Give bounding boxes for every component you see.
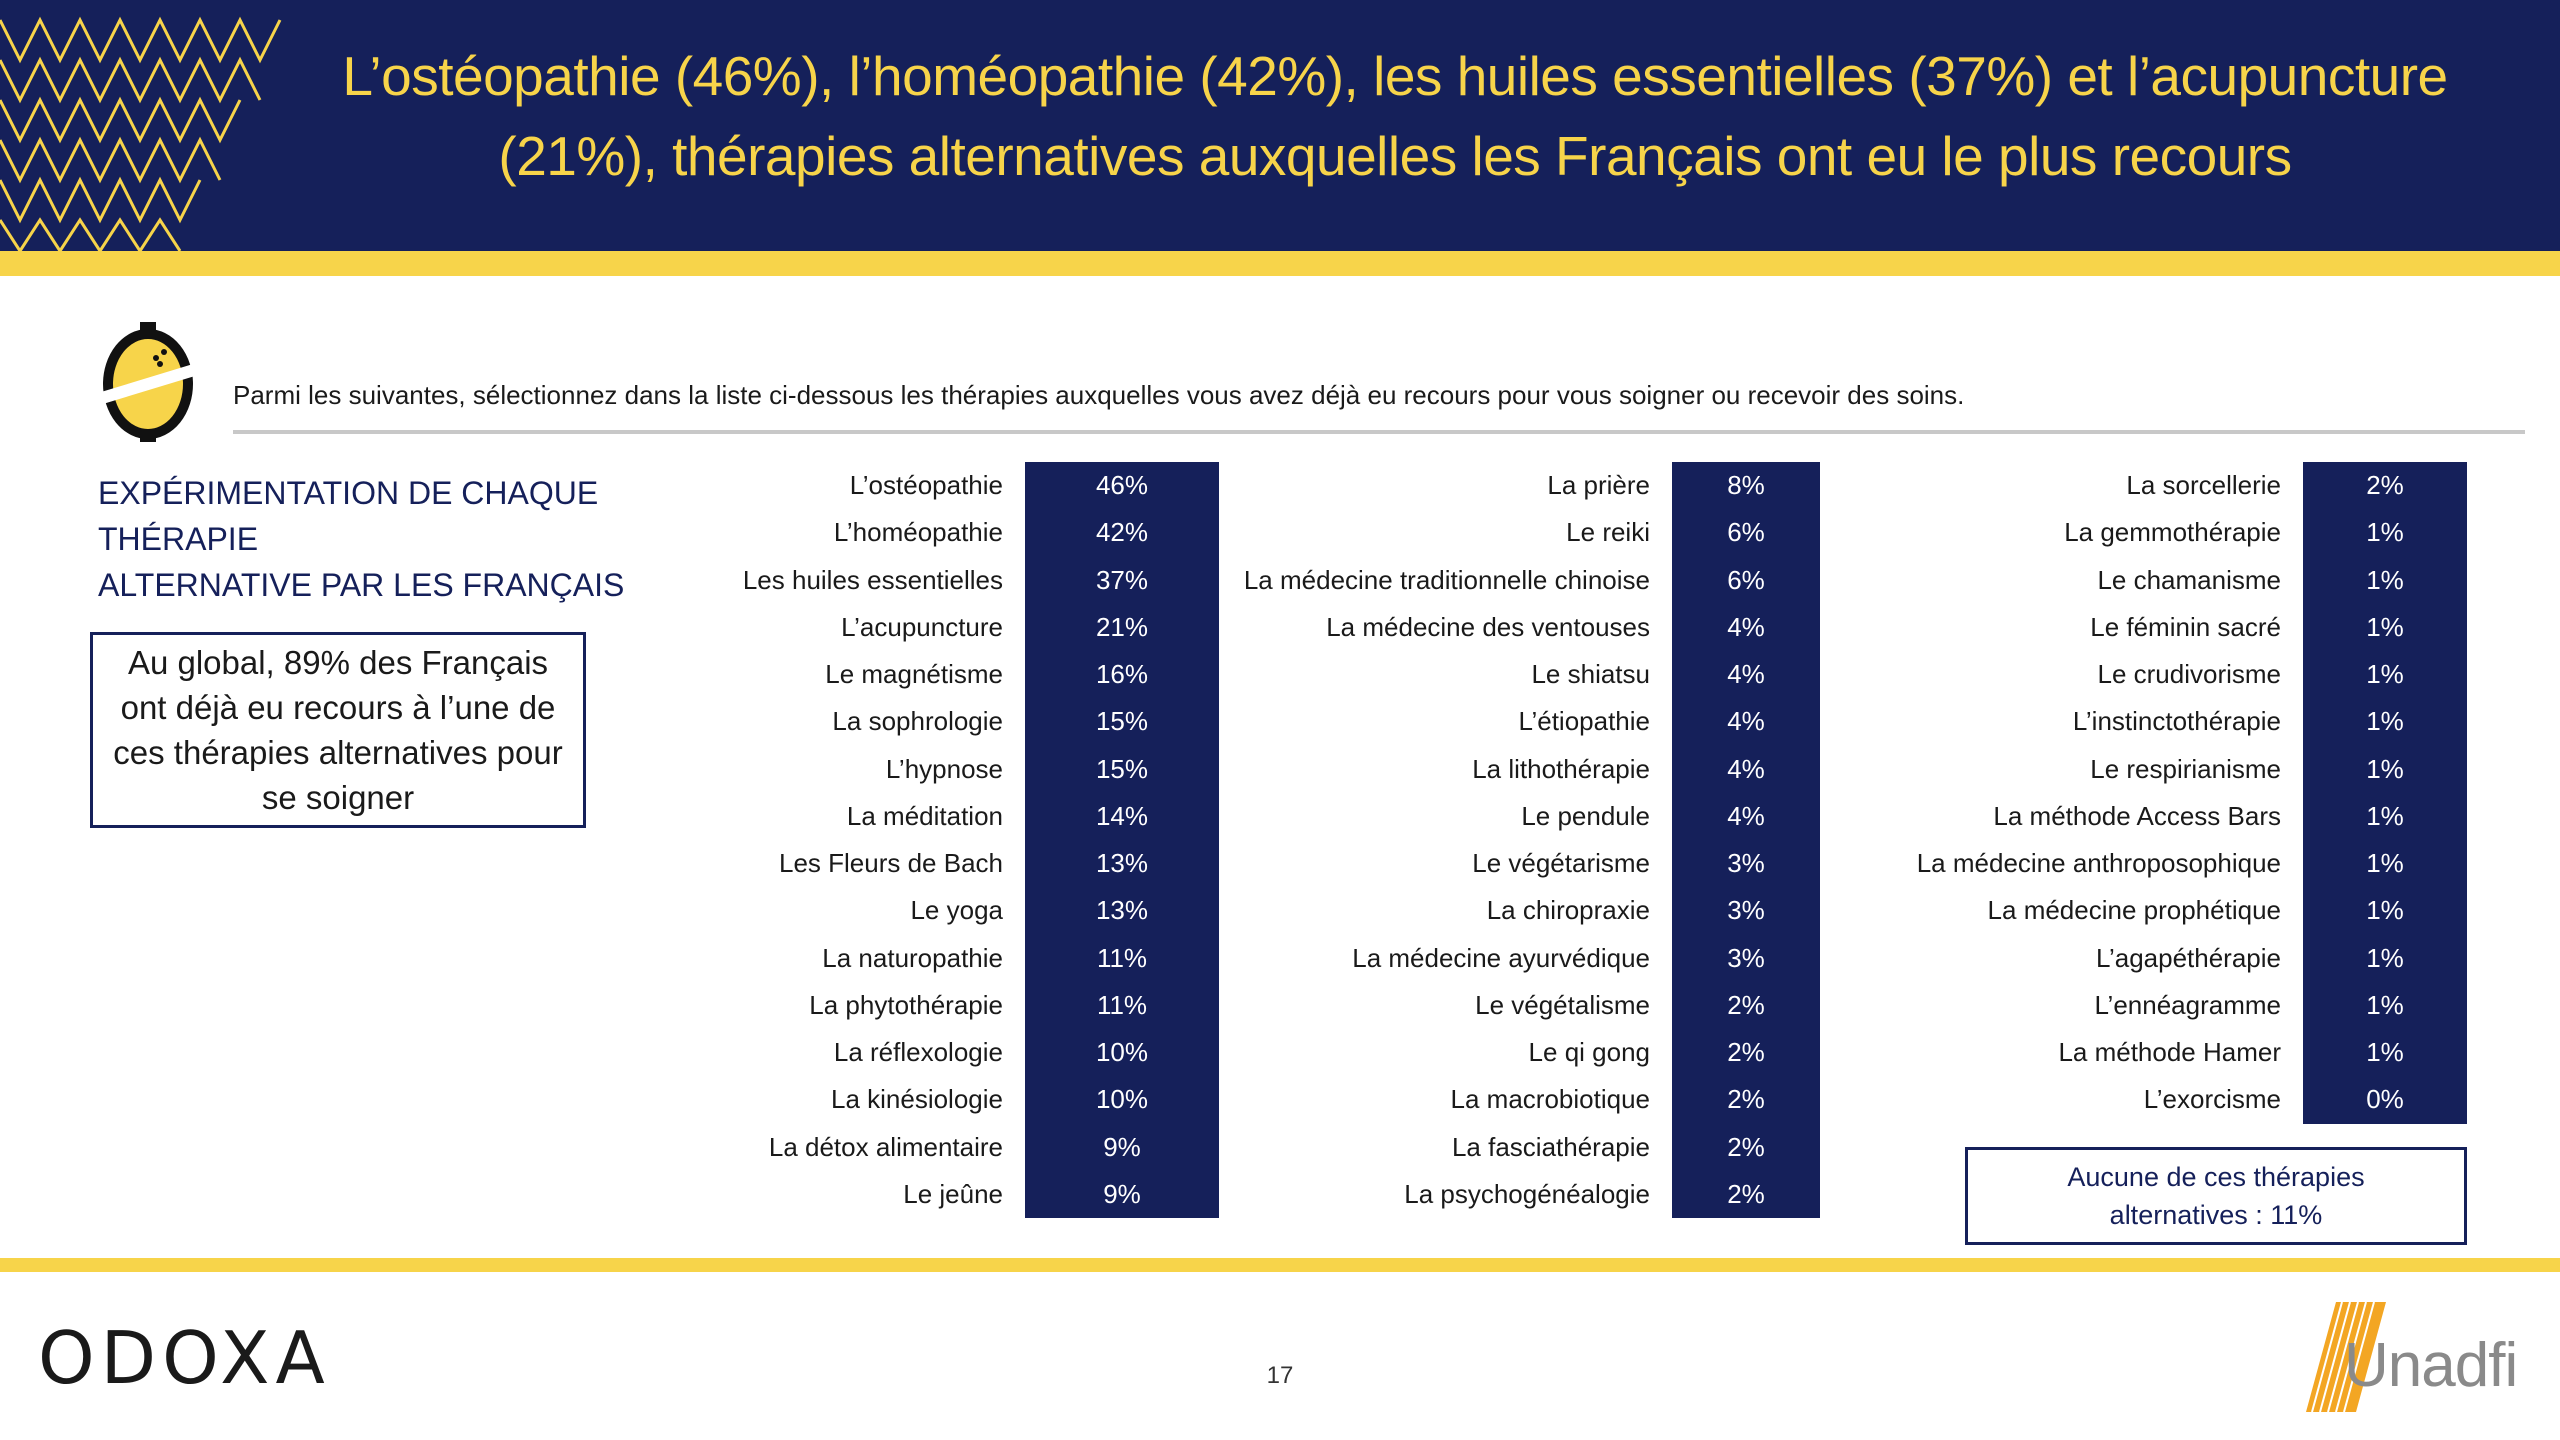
therapy-label: Le féminin sacré <box>2090 611 2281 642</box>
therapy-row <box>0 1029 2480 1076</box>
unadfi-logo: Unadfi <box>2344 1331 2518 1400</box>
therapy-value: 9% <box>1103 1178 1141 1209</box>
therapy-value: 1% <box>2366 706 2404 737</box>
therapy-row <box>0 982 2480 1029</box>
therapy-value: 14% <box>1095 800 1149 831</box>
therapy-label: Le crudivorisme <box>2097 659 2281 689</box>
therapy-row <box>0 462 2480 509</box>
therapy-label: Le magnétisme <box>825 659 1003 689</box>
therapy-row <box>0 509 2480 556</box>
therapy-label: Le jeûne <box>903 1178 1003 1209</box>
therapy-value: 2% <box>2366 470 2404 500</box>
footer-stripe <box>0 1258 2560 1272</box>
title-line-2: (21%), thérapies alternatives auxquelles les Français ont eu le plus recours <box>498 125 2292 187</box>
none-box-line-2: alternatives : 11% <box>2109 1200 2323 1230</box>
therapy-label: Le qi gong <box>1528 1037 1650 1067</box>
therapy-row <box>0 935 2480 982</box>
therapy-value: 4% <box>1727 659 1765 689</box>
therapy-value: 2% <box>1727 1131 1765 1162</box>
therapy-label: Le respirianisme <box>2090 753 2281 784</box>
therapy-label: L’ostéopathie <box>849 470 1003 500</box>
therapy-label: Le chamanisme <box>2097 564 2281 595</box>
therapy-label: La sorcellerie <box>2126 470 2281 500</box>
therapy-value: 4% <box>1727 611 1765 642</box>
therapy-label: La macrobiotique <box>1450 1084 1650 1115</box>
therapy-row <box>0 887 2480 934</box>
therapy-value: 11% <box>1096 942 1148 973</box>
therapy-label: L’acupuncture <box>841 611 1003 642</box>
therapy-value: 1% <box>2366 989 2404 1020</box>
therapy-value: 2% <box>1727 989 1765 1020</box>
therapy-label: La méditation <box>846 800 1003 831</box>
therapy-label: L’homéopathie <box>833 517 1003 548</box>
therapy-label: Les huiles essentielles <box>742 564 1003 595</box>
therapy-value: 1% <box>2366 611 2404 642</box>
therapy-value: 3% <box>1727 895 1765 926</box>
therapy-value: 3% <box>1727 848 1765 878</box>
therapy-value: 15% <box>1095 753 1149 784</box>
none-of-these-box <box>1965 1147 2467 1245</box>
therapy-row <box>0 1076 2480 1123</box>
therapy-row <box>0 793 2480 840</box>
odoxa-mascot-icon <box>100 318 196 444</box>
therapy-label: L’agapéthérapie <box>2095 942 2281 973</box>
therapy-value: 42% <box>1095 517 1149 548</box>
therapy-value: 1% <box>2366 942 2404 973</box>
therapy-value: 8% <box>1727 470 1765 500</box>
page-title <box>250 36 2540 196</box>
therapy-value: 1% <box>2366 517 2404 548</box>
therapy-value: 6% <box>1727 564 1765 595</box>
odoxa-logo: ODOXA <box>38 1316 331 1400</box>
therapy-label: Le végétalisme <box>1475 989 1650 1020</box>
therapy-label: La prière <box>1547 470 1650 500</box>
therapy-label: La méthode Access Bars <box>1993 800 2281 831</box>
therapy-row <box>0 604 2480 651</box>
section-title-line-2: ALTERNATIVE PAR LES FRANÇAIS <box>98 567 625 603</box>
therapy-label: La chiropraxie <box>1486 895 1650 926</box>
therapy-value: 3% <box>1727 942 1765 973</box>
therapy-value: 6% <box>1727 517 1765 548</box>
therapy-label: La lithothérapie <box>1472 753 1650 784</box>
therapy-label: La détox alimentaire <box>768 1131 1003 1162</box>
therapy-label: La médecine anthroposophique <box>1916 848 2281 878</box>
therapy-value: 9% <box>1103 1131 1141 1162</box>
therapy-value: 2% <box>1727 1178 1765 1209</box>
therapy-label: L’exorcisme <box>2143 1084 2281 1115</box>
therapy-row <box>0 746 2480 793</box>
therapy-label: La gemmothérapie <box>2064 517 2281 548</box>
therapy-value: 2% <box>1727 1084 1765 1115</box>
therapy-value: 1% <box>2366 1037 2404 1067</box>
therapy-label: La phytothérapie <box>809 989 1003 1020</box>
survey-question: Parmi les suivantes, sélectionnez dans la liste ci-dessous les thérapies auxquelles vous avez déjà eu recours pour vous soigner ou recevoir des soins. <box>233 380 1965 410</box>
section-title-line-1: EXPÉRIMENTATION DE CHAQUE THÉRAPIE <box>98 475 599 557</box>
therapy-value: 15% <box>1095 706 1149 737</box>
therapy-label: La naturopathie <box>822 942 1003 973</box>
therapy-value: 4% <box>1727 800 1765 831</box>
therapy-value: 1% <box>2366 753 2404 784</box>
therapy-label: La médecine traditionnelle chinoise <box>1243 564 1650 595</box>
therapy-label: Le reiki <box>1566 517 1650 548</box>
therapy-label: La fasciathérapie <box>1451 1131 1650 1162</box>
therapy-label: La médecine prophétique <box>1987 895 2281 926</box>
therapy-value: 21% <box>1095 611 1149 642</box>
therapy-row <box>0 1171 1830 1218</box>
therapy-value: 1% <box>2366 564 2404 595</box>
therapy-label: La psychogénéalogie <box>1404 1178 1650 1209</box>
therapy-value: 46% <box>1095 470 1149 500</box>
therapy-value: 1% <box>2366 895 2404 926</box>
therapy-label: L’instinctothérapie <box>2072 706 2281 737</box>
therapy-label: La réflexologie <box>833 1037 1003 1067</box>
therapy-label: La sophrologie <box>832 706 1003 737</box>
therapy-label: L’hypnose <box>885 753 1003 784</box>
therapy-value: 0% <box>2366 1084 2404 1115</box>
therapy-label: Le végétarisme <box>1472 848 1650 878</box>
therapy-value: 2% <box>1727 1037 1765 1067</box>
therapy-value: 13% <box>1095 895 1149 926</box>
therapy-label: Les Fleurs de Bach <box>778 848 1003 878</box>
therapy-label: La médecine des ventouses <box>1326 611 1650 642</box>
therapy-label: La médecine ayurvédique <box>1352 942 1650 973</box>
therapy-value: 37% <box>1095 564 1149 595</box>
header-stripe <box>0 251 2560 276</box>
therapy-label: Le yoga <box>910 895 1003 926</box>
header-banner <box>0 0 2560 251</box>
therapy-value: 13% <box>1095 848 1149 878</box>
therapy-label: La kinésiologie <box>830 1084 1003 1115</box>
therapy-value: 10% <box>1095 1037 1149 1067</box>
divider <box>233 430 2525 434</box>
therapy-label: L’ennéagramme <box>2094 989 2281 1020</box>
therapy-label: Le shiatsu <box>1531 659 1650 689</box>
therapy-value: 1% <box>2366 848 2404 878</box>
therapy-row <box>0 840 2480 887</box>
therapy-label: Le pendule <box>1521 800 1650 831</box>
therapy-value: 16% <box>1095 659 1149 689</box>
therapy-value: 11% <box>1096 989 1148 1020</box>
therapy-row <box>0 1124 1830 1171</box>
therapy-value: 10% <box>1095 1084 1149 1115</box>
therapy-row <box>0 651 2480 698</box>
page-number: 17 <box>1266 1362 1294 1389</box>
therapy-value: 1% <box>2366 659 2404 689</box>
therapy-value: 1% <box>2366 800 2404 831</box>
therapy-label: La méthode Hamer <box>2058 1037 2281 1067</box>
therapy-value: 4% <box>1727 753 1765 784</box>
summary-text: Au global, 89% des Français ont déjà eu recours à l’une de ces thérapies alternatives pour se soigner <box>113 644 563 816</box>
title-line-1: L’ostéopathie (46%), l’homéopathie (42%), les huiles essentielles (37%) et l’acupuncture <box>342 45 2448 107</box>
therapy-value: 4% <box>1727 706 1765 737</box>
none-box-line-1: Aucune de ces thérapies <box>2067 1162 2365 1192</box>
therapy-label: L’étiopathie <box>1518 706 1650 737</box>
therapy-row <box>0 698 2480 745</box>
therapy-row <box>0 557 2480 604</box>
